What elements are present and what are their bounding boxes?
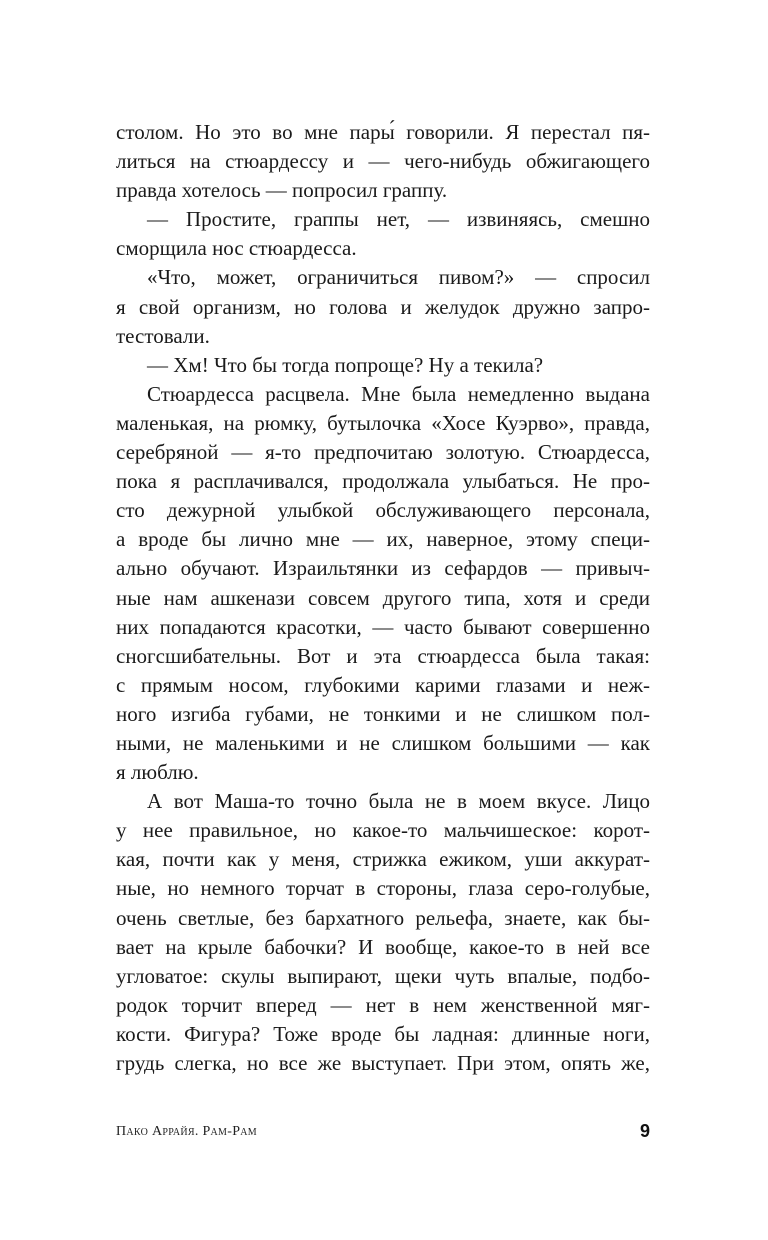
text-line: литься на стюардессу и — чего-нибудь обжигающего: [116, 149, 650, 174]
text-line: родок торчит вперед — нет в нем женственной мяг-: [116, 992, 650, 1017]
text-line: вает на крыле бабочки? И вообще, какое-то в ней все: [116, 934, 650, 959]
text-line: сногсшибательны. Вот и эта стюардесса была такая:: [116, 643, 650, 668]
text-line: я люблю.: [116, 760, 199, 785]
running-title: Пако Аррайя. Рам-Рам: [116, 1124, 258, 1139]
text-line: ные, но немного торчат в стороны, глаза серо-голубые,: [116, 876, 650, 901]
text-line: кая, почти как у меня, стрижка ежиком, уши аккурат-: [116, 847, 650, 872]
text-line: ными, не маленькими и не слишком большими — как: [116, 730, 650, 755]
text-line: Стюардесса расцвела. Мне была немедленно выдана: [147, 381, 650, 406]
text-line: кости. Фигура? Тоже вроде бы ладная: длинные ноги,: [116, 1021, 650, 1046]
text-line: столом. Но это во мне пары́ говорили. Я перестал пя-: [116, 120, 650, 144]
text-line: тестовали.: [116, 323, 210, 348]
text-line: а вроде бы лично мне — их, наверное, этому специ-: [116, 527, 650, 552]
text-line: «Что, может, ограничиться пивом?» — спросил: [147, 265, 650, 290]
text-line: грудь слегка, но все же выступает. При этом, опять же,: [116, 1051, 650, 1075]
text-line: угловатое: скулы выпирают, щеки чуть впалые, подбо-: [116, 963, 650, 988]
text-line: — Хм! Что бы тогда попроще? Ну а текила?: [147, 352, 544, 377]
text-line: ально обучают. Израильтянки из сефардов — привыч-: [116, 556, 650, 581]
text-line: очень светлые, без бархатного рельефа, знаете, как бы-: [116, 905, 650, 930]
page-number: 9: [639, 1121, 650, 1141]
text-line: ного изгиба губами, не тонкими и не слишком пол-: [116, 701, 650, 726]
text-line: пока я расплачивался, продолжала улыбаться. Не про-: [116, 469, 650, 494]
text-line: маленькая, на рюмку, бутылочка «Хосе Куэрво», правда,: [116, 410, 650, 435]
text-line: А вот Маша-то точно была не в моем вкусе. Лицо: [147, 789, 650, 814]
text-line: сморщила нос стюардесса.: [116, 236, 357, 261]
text-line: с прямым носом, глубокими карими глазами и неж-: [116, 672, 650, 697]
text-line: у нее правильное, но какое-то мальчишеское: корот-: [116, 818, 650, 843]
text-line: ные нам ашкенази совсем другого типа, хотя и среди: [116, 585, 650, 610]
text-line: них попадаются красотки, — часто бывают совершенно: [116, 614, 650, 639]
body-text: [116, 118, 650, 1078]
text-line: серебряной — я-то предпочитаю золотую. Стюардесса,: [116, 440, 650, 465]
text-line: — Простите, граппы нет, — извиняясь, смешно: [147, 207, 650, 232]
text-line: я свой организм, но голова и желудок дружно запро-: [116, 294, 650, 319]
text-line: правда хотелось — попросил граппу.: [116, 178, 448, 203]
text-line: сто дежурной улыбкой обслуживающего персонала,: [116, 498, 650, 523]
